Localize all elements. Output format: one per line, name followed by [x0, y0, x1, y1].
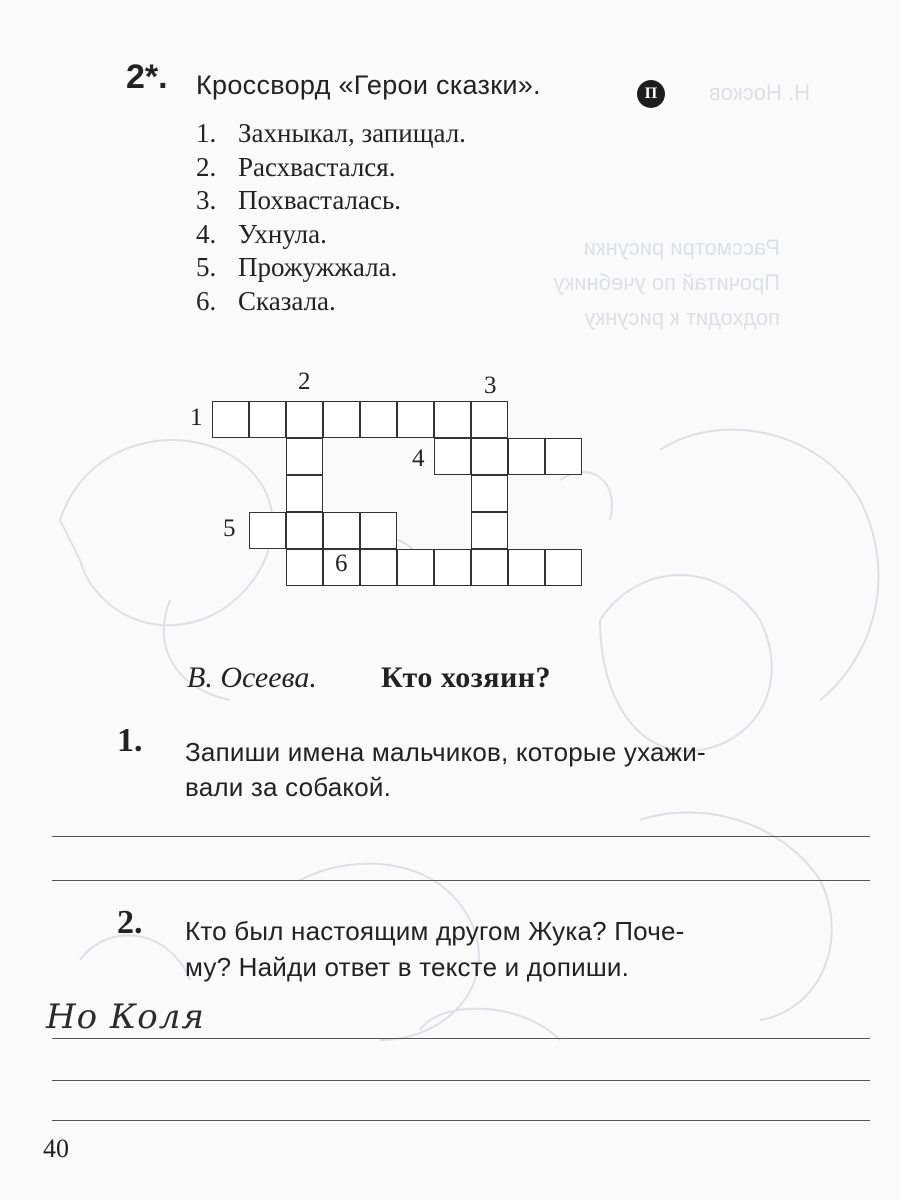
task-level-badge: П [637, 80, 665, 108]
crossword-cell[interactable] [508, 549, 545, 586]
question-1-line-1: Запиши имена мальчиков, которые ухажи- [185, 737, 706, 767]
crossword-cell[interactable] [323, 512, 360, 549]
crossword-cell[interactable] [249, 401, 286, 438]
answer-line[interactable] [52, 1038, 870, 1039]
crossword-number-4: 4 [412, 445, 425, 472]
clue-item: 6. Сказала. [196, 285, 336, 316]
crossword-cell[interactable] [397, 401, 434, 438]
crossword-cell[interactable] [434, 549, 471, 586]
crossword-cell[interactable] [323, 401, 360, 438]
crossword-cell[interactable] [471, 438, 508, 475]
crossword-cell[interactable] [508, 438, 545, 475]
crossword-cell[interactable] [471, 512, 508, 549]
task-title: Кроссворд «Герои сказки». [196, 70, 541, 100]
clue-item: 1. Захныкал, запищал. [196, 118, 466, 148]
crossword-cell[interactable] [360, 512, 397, 549]
answer-line[interactable] [52, 880, 870, 881]
task-number: 2*. [126, 58, 168, 96]
crossword-number-1: 1 [190, 404, 203, 431]
question-1-line-2: вали за собакой. [185, 772, 392, 802]
page-number: 40 [43, 1134, 69, 1163]
crossword-cell[interactable] [286, 438, 323, 475]
answer-line[interactable] [52, 836, 870, 837]
clue-item: 2. Расхвастался. [196, 151, 396, 182]
crossword-number-5: 5 [223, 515, 236, 542]
story-author: В. Осеева. [187, 661, 317, 694]
crossword-number-6: 6 [335, 550, 348, 577]
answer-line[interactable] [52, 1080, 870, 1081]
clue-list [196, 117, 466, 318]
question-2-line-1: Кто был настоящим другом Жука? Поче- [185, 916, 685, 946]
crossword-cell[interactable] [286, 475, 323, 512]
svg-text:Рассмотри рисунки: Рассмотри рисунки [583, 235, 780, 260]
question-2-line-2: му? Найди ответ в тексте и допиши. [185, 952, 630, 982]
crossword-cell[interactable] [286, 401, 323, 438]
crossword-cell[interactable] [545, 549, 582, 586]
answer-line[interactable] [52, 1120, 870, 1121]
clue-item: 4. Ухнула. [196, 218, 327, 249]
crossword-cell[interactable] [397, 549, 434, 586]
crossword-cell[interactable] [249, 512, 286, 549]
question-1-number: 1. [117, 722, 143, 759]
crossword-number-2: 2 [298, 368, 311, 395]
question-2-number: 2. [117, 904, 143, 941]
clue-item: 3. Похвасталась. [196, 185, 402, 215]
svg-text:Прочитай по учебнику: Прочитай по учебнику [553, 270, 780, 295]
crossword-cell[interactable] [471, 475, 508, 512]
crossword-cell[interactable] [360, 549, 397, 586]
crossword-number-3: 3 [484, 372, 497, 399]
crossword-cell[interactable] [212, 401, 249, 438]
clue-item: 5. Прожужжала. [196, 252, 398, 282]
crossword-cell[interactable] [286, 549, 323, 586]
svg-text:Н. Носков: Н. Носков [708, 80, 810, 105]
crossword-cell[interactable] [360, 401, 397, 438]
crossword-cell[interactable] [286, 512, 323, 549]
crossword-cell[interactable] [434, 401, 471, 438]
crossword-cell[interactable] [545, 438, 582, 475]
handwritten-answer: Но Коля [46, 997, 205, 1037]
crossword-cell[interactable] [471, 401, 508, 438]
crossword-cell[interactable] [434, 438, 471, 475]
crossword-cell[interactable] [471, 549, 508, 586]
story-title: Кто хозяин? [381, 661, 552, 694]
svg-text:подходит к рисунку: подходит к рисунку [584, 305, 780, 330]
